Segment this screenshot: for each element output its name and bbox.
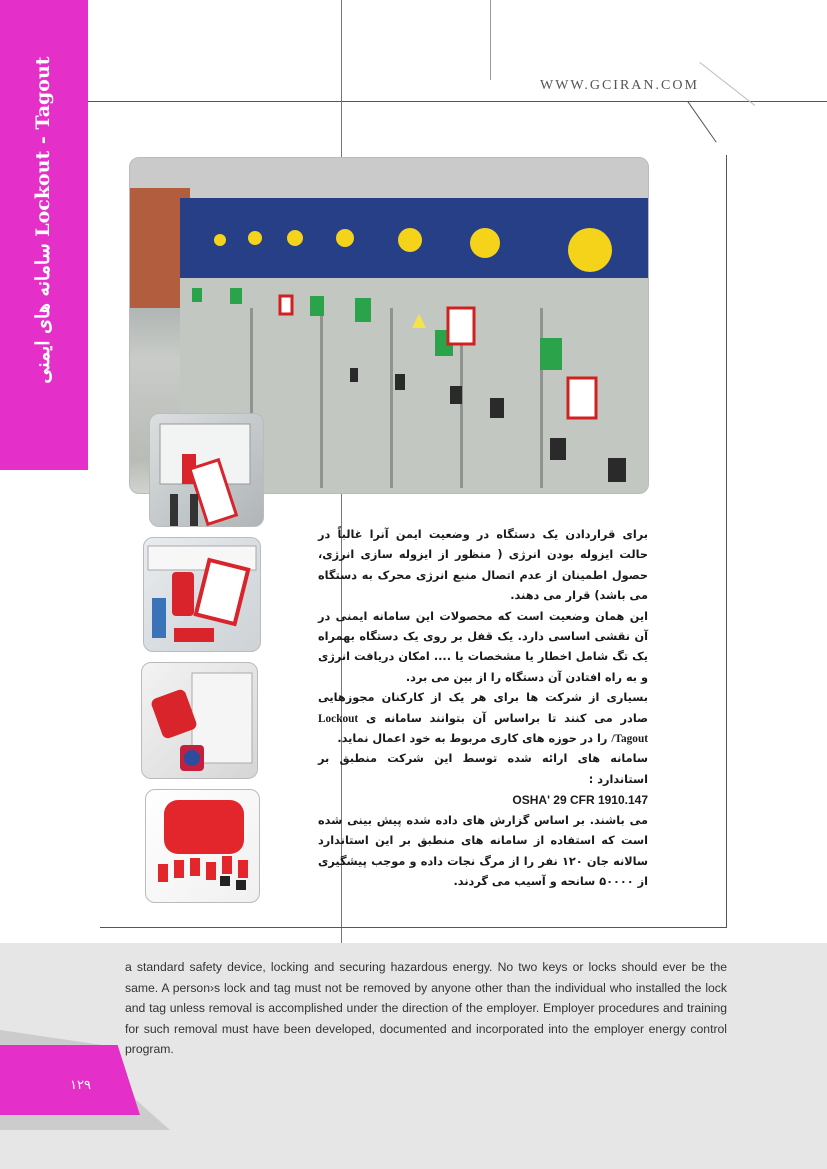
circuit-breaker-lock-illustration [142, 663, 257, 778]
paragraph-1: برای قراردادن یک دستگاه در وضعیت ایمن آنرا غالباً در حالت ایزوله بودن انرژی ( منظور از ایزوله سازی انرژی، حصول اطمینان از عدم اتصال منبع انرژی محرک به دستگاه می باشد) قرار می دهند. [318, 528, 648, 603]
breaker-lock-photo [149, 413, 264, 527]
frame-line-top [88, 101, 688, 102]
paragraph-5: می باشند. بر اساس گزارش های داده شده پیش بینی شده است که استفاده از سامانه های منطبق بر این استاندارد سالانه جان ۱۲۰ نفر را از مرگ نجات داده و موجب پیشگیری از ۵۰۰۰۰ سانحه و آسیب می گردند. [318, 813, 648, 888]
panel-lockout-illustration [144, 538, 260, 651]
paragraph-4: سامانه های ارائه شده توسط این شرکت منطبق بر استاندارد : [318, 752, 648, 786]
frame-line-bottom [100, 927, 727, 928]
paragraph-2: این همان وضعیت است که محصولات این سامانه ایمنی در آن نقشی اساسی دارد. یک قفل بر روی یک دستگاه بهمراه یک تگ شامل اخطار یا مشخصات یا .... امکان دریافت انرژی و به راه افتادن آن دستگاه را از بین می برد. [318, 609, 648, 684]
site-url: WWW.GCIRAN.COM [540, 78, 699, 93]
lockout-tagout-term: Lockout /Tagout [318, 712, 648, 746]
frame-line-header-diag [699, 62, 755, 106]
frame-line-right [726, 155, 727, 927]
frame-line-upper [490, 0, 491, 80]
english-text: a standard safety device, locking and securing hazardous energy. No two keys or locks should ever be the same. A person›s lock and tag must not be removed by anyone other than the individual who installed the lock and tag unless removal is accomplished under the direction of the employer. Employer procedures and training for such removal must have been developed, documented and incorporated into the employer energy control program. [125, 960, 727, 1057]
paragraph-3 [318, 688, 648, 749]
page-number: ۱۲۹ [70, 1078, 91, 1093]
body-text [318, 525, 648, 892]
lockout-kit-photo [145, 789, 260, 903]
frame-line-top-right [688, 101, 827, 102]
panel-lockout-photo [143, 537, 261, 652]
lockout-kit-illustration [146, 790, 259, 902]
side-title: سامانه های ایمنی Lockout - Tagout [32, 56, 54, 384]
osha-standard: OSHA' 29 CFR 1910.147 [512, 793, 648, 808]
paragraph-3-end: را در حوزه های کاری مربوط به خود اعمال نماید. [337, 732, 608, 746]
paragraph-3-start: بسیاری از شرکت ها برای هر یک از کارکنان مجوزهایی صادر می کنند تا براساس آن بتوانند سامانه ی [318, 691, 648, 725]
frame-line-top-diag [687, 101, 716, 143]
circuit-breaker-lock-photo [141, 662, 258, 779]
breaker-lock-illustration [150, 414, 263, 526]
